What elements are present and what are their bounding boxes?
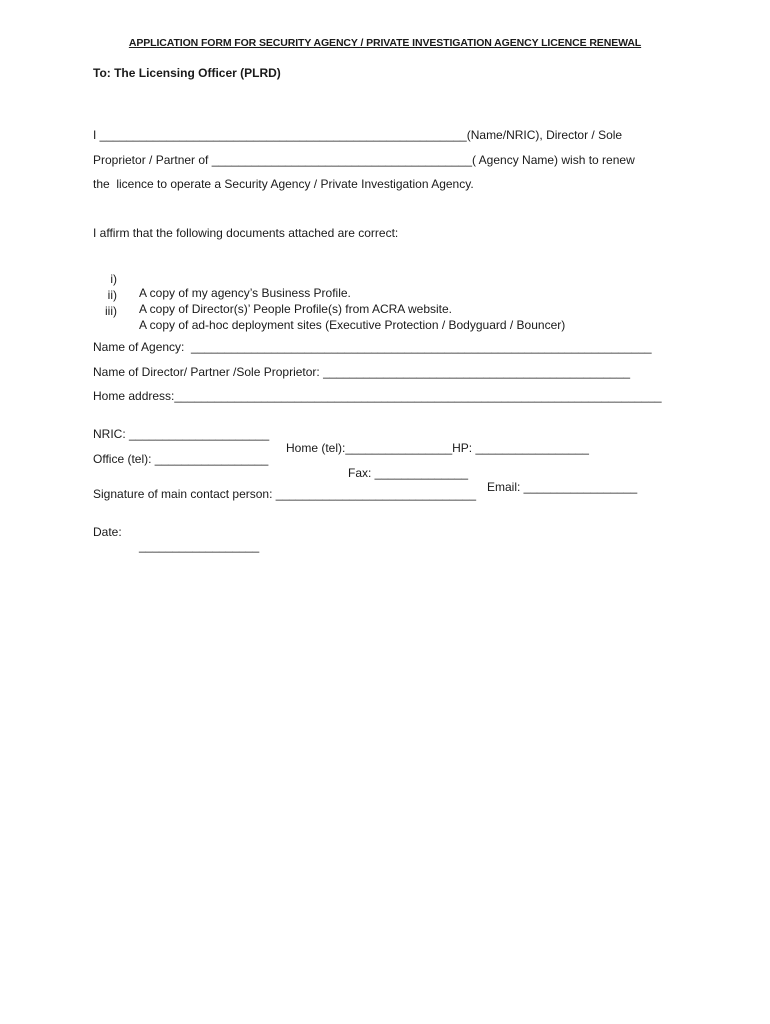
nric-field[interactable]: NRIC: _____________________ [93,427,270,441]
affirm-text: I affirm that the following documents attached are correct: [93,226,399,240]
signature-field[interactable]: Signature of main contact person: ______________________________ [93,487,476,501]
document-item-number: ii) [107,288,117,302]
date-row [93,511,393,567]
document-item-text: A copy of ad-hoc deployment sites (Executive Protection / Bodyguard / Bouncer) [139,318,566,332]
date-label: Date: [93,525,122,539]
addressee-line: To: The Licensing Officer (PLRD) [93,66,281,80]
document-item-text: A copy of my agency’s Business Profile. [139,286,351,300]
document-item-text: A copy of Director(s)’ People Profile(s) from ACRA website. [139,302,452,316]
agency-name-field[interactable]: Name of Agency: _____________________________________________________________________ [93,340,652,354]
director-name-field[interactable]: Name of Director/ Partner /Sole Proprietor: ______________________________________________ [93,365,631,379]
home-tel-hp-field[interactable]: Home (tel):________________HP: _________________ [286,441,589,455]
home-address-field[interactable]: Home address:_________________________________________________________________________ [93,389,662,403]
document-item-number: i) [110,272,117,286]
document-item-number: iii) [105,304,117,318]
form-title: APPLICATION FORM FOR SECURITY AGENCY / PRIVATE INVESTIGATION AGENCY LICENCE RENEWAL [128,37,642,49]
email-field[interactable]: Email: _________________ [487,480,638,494]
fax-field[interactable]: Fax: ______________ [348,466,469,480]
document-item-3 [93,290,653,346]
office-tel-field[interactable]: Office (tel): _________________ [93,452,269,466]
date-field[interactable]: __________________ [139,539,260,553]
declaration-line-3: the licence to operate a Security Agency / Private Investigation Agency. [93,177,474,191]
declaration-line-2: Proprietor / Partner of _______________________________________( Agency Name) wish to renew [93,153,635,167]
declaration-line-1: I _______________________________________________________(Name/NRIC), Director / Sole [93,128,623,142]
